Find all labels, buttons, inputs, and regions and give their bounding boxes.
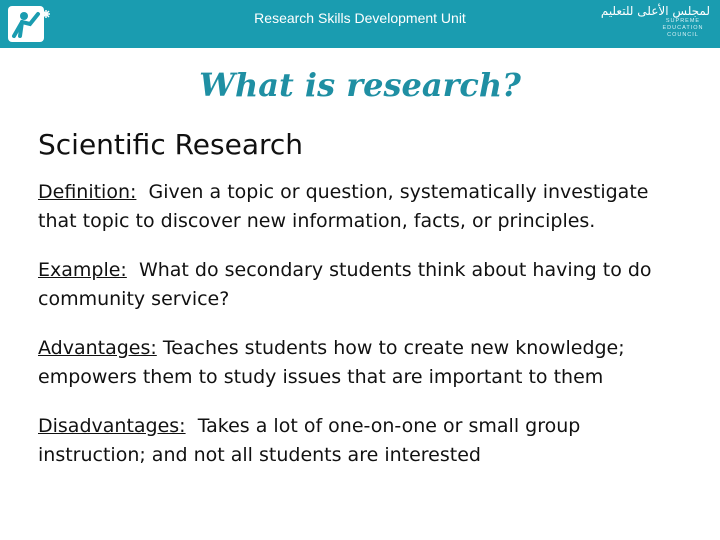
advantages-label: Advantages: — [38, 337, 157, 359]
council-english-name — [660, 18, 706, 39]
definition-paragraph — [38, 178, 678, 236]
disadvantages-label: Disadvantages: — [38, 415, 186, 437]
example-paragraph — [38, 256, 678, 314]
example-text: What do secondary students think about having to do community service? — [38, 259, 652, 310]
advantages-text: Teaches students how to create new knowledge; empowers them to study issues that are important to them — [38, 337, 625, 388]
council-english-line: SUPREME — [665, 18, 701, 24]
disadvantages-paragraph — [38, 412, 678, 470]
unit-title: Research Skills Development Unit — [254, 10, 466, 26]
advantages-paragraph — [38, 334, 678, 392]
section-heading: Scientific Research — [38, 128, 304, 161]
example-label: Example: — [38, 259, 127, 281]
slide-content — [38, 178, 678, 490]
council-english-line: COUNCIL — [667, 32, 699, 38]
council-english-line: EDUCATION — [662, 25, 704, 31]
definition-text: Given a topic or question, systematically investigate that topic to discover new information, facts, or principles. — [38, 181, 649, 232]
slide-title: What is research? — [199, 66, 521, 104]
disadvantages-text: Takes a lot of one-on-one or small group instruction; and not all students are interested — [38, 415, 581, 466]
council-arabic-name: لمجلس الأعلى للتعليم — [600, 4, 710, 18]
definition-label: Definition: — [38, 181, 137, 203]
header-bar — [0, 0, 720, 48]
